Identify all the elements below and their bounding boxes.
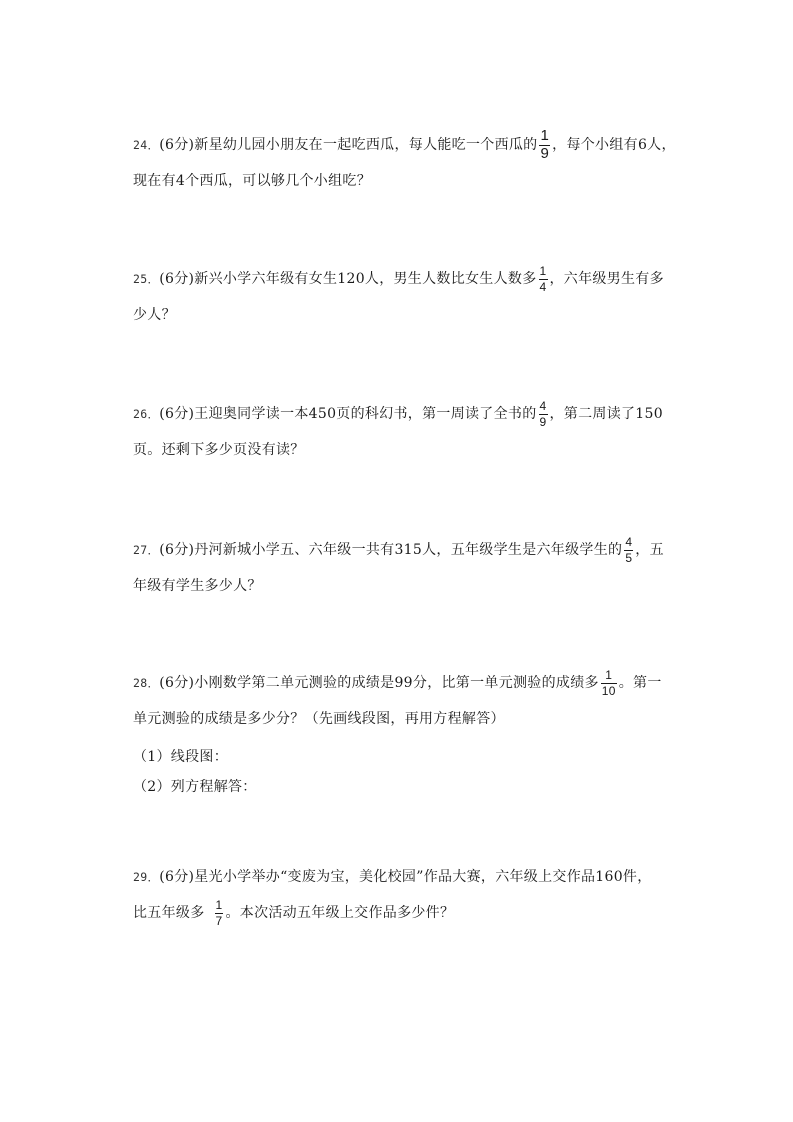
- fraction-numerator: 1: [540, 127, 550, 144]
- problem-24-line-2: 现在有4个西瓜，可以够几个小组吃？: [133, 173, 372, 189]
- problem-text: ，第二周读了150: [549, 406, 663, 422]
- problem-number: 26．: [133, 407, 160, 421]
- problem-29-line-1: [133, 862, 652, 892]
- problem-25-line-2: 少人？: [133, 307, 176, 323]
- problem-text: ，五: [635, 542, 664, 558]
- problem-text: (6分)丹河新城小学五、六年级一共有315人，五年级学生是六年级学生的: [159, 542, 623, 558]
- problem-27-line-1: [133, 535, 664, 565]
- fraction-numerator: 4: [539, 399, 547, 413]
- fraction: [215, 898, 224, 928]
- problem-number: 28．: [133, 676, 160, 690]
- problem-number: 25．: [133, 272, 160, 286]
- problem-28-line-1: [133, 668, 662, 698]
- fraction: [539, 264, 548, 294]
- problem-27-line-2: 年级有学生多少人？: [133, 578, 262, 594]
- problem-number: 24．: [133, 138, 160, 152]
- fraction-denominator: 10: [601, 684, 616, 698]
- fraction: [624, 535, 633, 565]
- problem-number: 27．: [133, 543, 160, 557]
- problem-text: (6分)王迎奥同学读一本450页的科幻书，第一周读了全书的: [159, 406, 537, 422]
- sub-question-line-diagram: （1）线段图：: [133, 749, 229, 765]
- problem-26-line-2: 页。还剩下多少页没有读？: [133, 442, 305, 458]
- fraction: [539, 128, 550, 162]
- problem-24-line-1: [133, 127, 676, 162]
- problem-text: 。本次活动五年级上交作品多少件？: [225, 905, 455, 921]
- sub-question-equation: （2）列方程解答：: [133, 779, 257, 795]
- problem-text: ，六年级男生有多: [549, 271, 664, 287]
- fraction-numerator: 1: [539, 264, 547, 278]
- fraction: [601, 668, 617, 698]
- fraction-denominator: 9: [540, 145, 550, 162]
- fraction-denominator: 9: [539, 415, 547, 429]
- problem-text: 比五年级多: [133, 905, 205, 921]
- fraction-denominator: 7: [215, 914, 223, 928]
- problem-25-line-1: [133, 264, 664, 294]
- fraction-numerator: 1: [215, 898, 223, 912]
- problem-26-line-1: [133, 399, 663, 429]
- problem-text: ，每个小组有6人，: [552, 137, 676, 153]
- problem-text: (6分)新兴小学六年级有女生120人，男生人数比女生人数多: [159, 271, 537, 287]
- fraction: [539, 399, 548, 429]
- problem-text: (6分)星光小学举办“变废为宝，美化校园”作品大赛，六年级上交作品160件，: [159, 869, 652, 885]
- problem-text: (6分)新星幼儿园小朋友在一起吃西瓜，每人能吃一个西瓜的: [159, 137, 538, 153]
- fraction-denominator: 4: [539, 280, 547, 294]
- fraction-denominator: 5: [625, 551, 633, 565]
- problem-28-line-2: 单元测验的成绩是多少分？（先画线段图，再用方程解答）: [133, 711, 505, 727]
- problem-number: 29．: [133, 870, 160, 884]
- fraction-numerator: 1: [605, 668, 613, 682]
- problem-text: (6分)小刚数学第二单元测验的成绩是99分，比第一单元测验的成绩多: [159, 675, 599, 691]
- problem-text: 。第一: [618, 675, 662, 691]
- fraction-numerator: 4: [625, 535, 633, 549]
- problem-29-line-2: [133, 898, 454, 928]
